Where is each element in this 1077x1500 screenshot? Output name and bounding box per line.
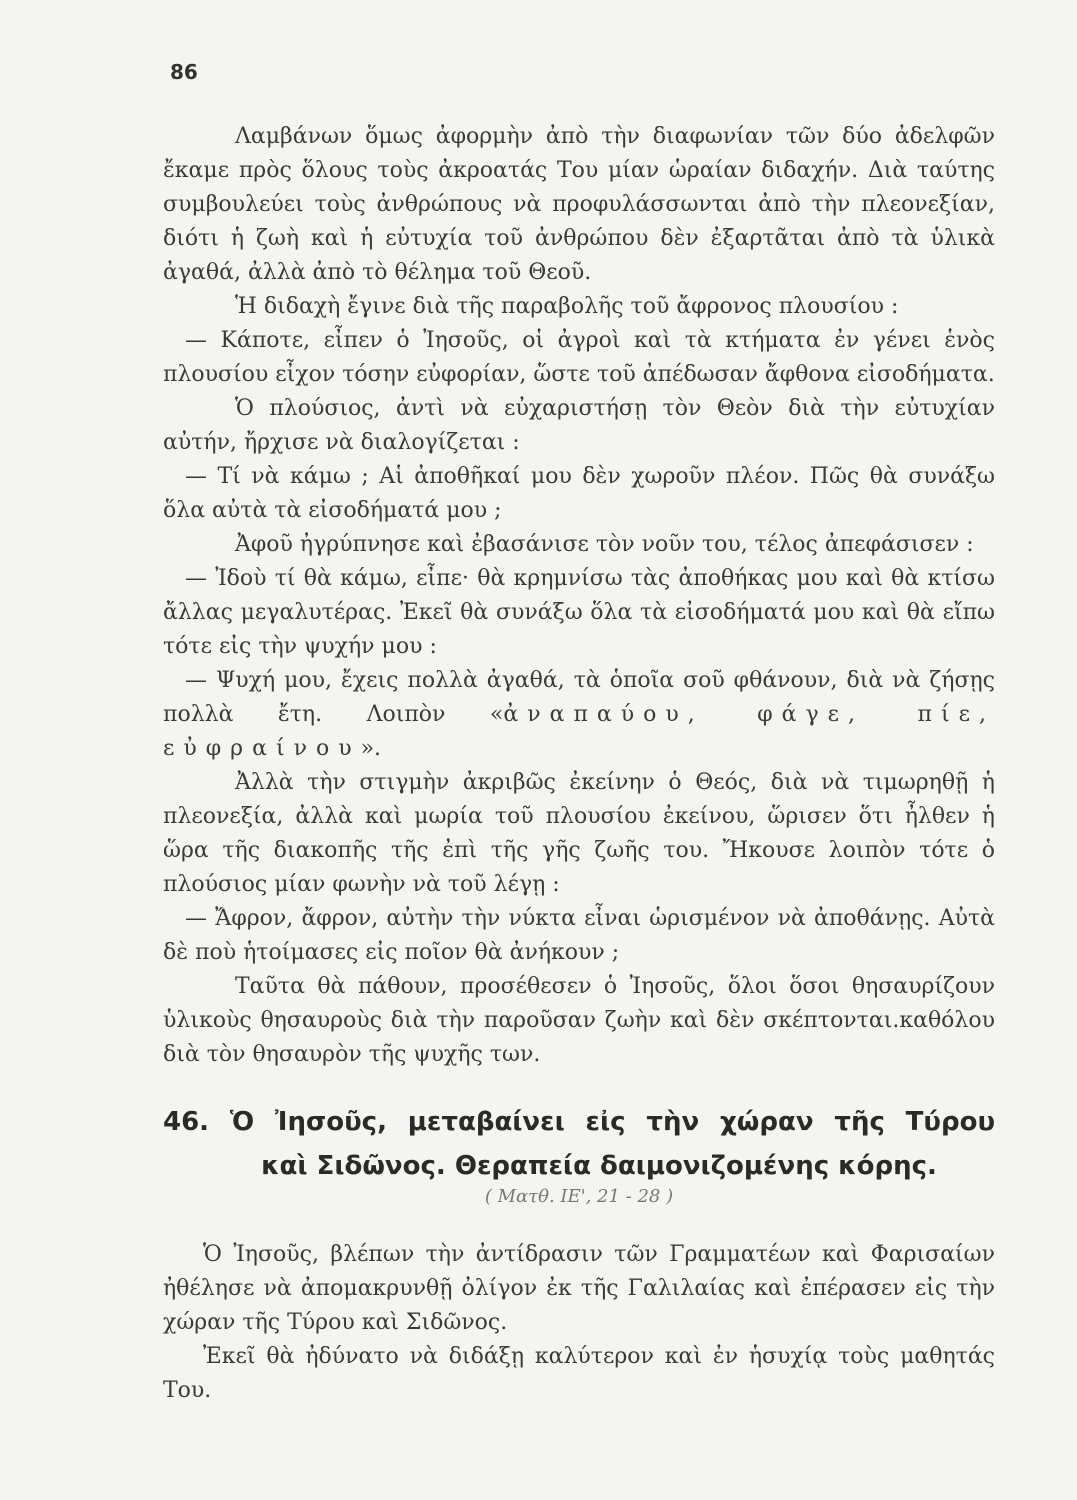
paragraph: Ἐκεῖ θὰ ἠδύνατο νὰ διδάξῃ καλύτερον καὶ ἐν ἡσυχίᾳ τοὺς μαθητάς Του. <box>163 1344 995 1403</box>
dialogue-text-end: ». <box>360 736 382 761</box>
paragraph: Ταῦτα θὰ πάθουν, προσέθεσεν ὁ Ἰησοῦς, ὅλοι ὅσοι θησαυρίζουν ὑλικοὺς θησαυροὺς διὰ τὴν παροῦσαν ζωὴν καὶ δὲν σκέπτονται.καθόλου διὰ τὸν θησαυρὸν τῆς ψυχῆς των. <box>163 974 995 1067</box>
main-text <box>163 120 995 1072</box>
dialogue-text: — Ψυχή μου, ἔχεις πολλὰ ἀγαθά, τὰ ὁποῖα σοῦ φθάνουν, διὰ νὰ ζήσῃς πολλὰ ἔτη. Λοιπὸν « <box>163 668 995 727</box>
spaced-quote: ἀναπαύου, φάγε, πίε, εὐφραίνου <box>163 702 995 761</box>
paragraph: Ἡ διδαχὴ ἔγινε διὰ τῆς παραβολῆς τοῦ ἄφρονος πλουσίου : <box>235 294 899 319</box>
paragraph: Ὁ πλούσιος, ἀντὶ νὰ εὐχαριστήσῃ τὸν Θεὸν διὰ τὴν εὐτυχίαν αὐτήν, ἤρχισε νὰ διαλογίζεται : <box>163 396 995 455</box>
section-heading-line-2: καὶ Σιδῶνος. Θεραπεία δαιμονιζομένης κόρης. <box>261 1151 937 1181</box>
dialogue-paragraph: — Ἰδοὺ τί θὰ κάμω, εἶπε· θὰ κρημνίσω τὰς ἀποθήκας μου καὶ θὰ κτίσω ἄλλας μεγαλυτέρας. Ἐκεῖ θὰ συνάξω ὅλα τὰ εἰσοδήματά μου καὶ θὰ εἴπω τότε εἰς τὴν ψυχήν μου : <box>163 566 995 659</box>
paragraph: Ὁ Ἰησοῦς, βλέπων τὴν ἀντίδρασιν τῶν Γραμματέων καὶ Φαρισαίων ἠθέλησε νὰ ἀπομακρυνθῇ ὀλίγον ἐκ τῆς Γαλιλαίας καὶ ἐπέρασεν εἰς τὴν χώραν τῆς Τύρου καὶ Σιδῶνος. <box>163 1242 995 1335</box>
paragraph: Ἀφοῦ ἠγρύπνησε καὶ ἐβασάνισε τὸν νοῦν του, τέλος ἀπεφάσισεν : <box>235 532 974 557</box>
scripture-reference: ( Ματθ. ΙΕ', 21 - 28 ) <box>484 1186 674 1207</box>
dialogue-paragraph: — Κάποτε, εἶπεν ὁ Ἰησοῦς, οἱ ἀγροὶ καὶ τὰ κτήματα ἐν γένει ἑνὸς πλουσίου εἶχον τόσην εὐφορίαν, ὥστε τοῦ ἀπέδωσαν ἄφθονα εἰσοδήματα. <box>163 328 995 387</box>
paragraph: Λαμβάνων ὅμως ἀφορμὴν ἀπὸ τὴν διαφωνίαν τῶν δύο ἀδελφῶν ἔκαμε πρὸς ὅλους τοὺς ἀκροατάς Του μίαν ὡραίαν διδαχήν. Διὰ ταύτης συμβουλεύει τοὺς ἀνθρώπους νὰ προφυλάσσωνται ἀπὸ τὴν πλεονεξίαν, διότι ἡ ζωὴ καὶ ἡ εὐτυχία τοῦ ἀνθρώπου δὲν ἐξαρτᾶται ἀπὸ τὰ ὑλικὰ ἀγαθά, ἀλλὰ ἀπὸ τὸ θέλημα τοῦ Θεοῦ. <box>163 124 995 285</box>
dialogue-paragraph <box>163 664 995 766</box>
page-number: 86 <box>170 60 198 84</box>
section-heading-line-1: 46. Ὁ Ἰησοῦς, μεταβαίνει εἰς τὴν χώραν τῆς Τύρου <box>163 1107 995 1137</box>
section-heading <box>163 1100 995 1188</box>
paragraph: Ἀλλὰ τὴν στιγμὴν ἀκριβῶς ἐκείνην ὁ Θεός, διὰ νὰ τιμωρηθῇ ἡ πλεονεξία, ἀλλὰ καὶ μωρία τοῦ πλουσίου ἐκείνου, ὥρισεν ὅτι ἦλθεν ἡ ὥρα τῆς διακοπῆς τῆς ἐπὶ τῆς γῆς ζωῆς του. Ἤκουσε λοιπὸν τότε ὁ πλούσιος μίαν φωνὴν νὰ τοῦ λέγῃ : <box>163 770 995 897</box>
section-text <box>163 1238 995 1408</box>
dialogue-paragraph: — Ἄφρον, ἄφρον, αὐτὴν τὴν νύκτα εἶναι ὡρισμένον νὰ ἀποθάνῃς. Αὐτὰ δὲ ποὺ ἡτοίμασες εἰς ποῖον θὰ ἀνήκουν ; <box>163 906 995 965</box>
dialogue-paragraph: — Τί νὰ κάμω ; Αἱ ἀποθῆκαί μου δὲν χωροῦν πλέον. Πῶς θὰ συνάξω ὅλα αὐτὰ τὰ εἰσοδήματά μου ; <box>163 464 995 523</box>
